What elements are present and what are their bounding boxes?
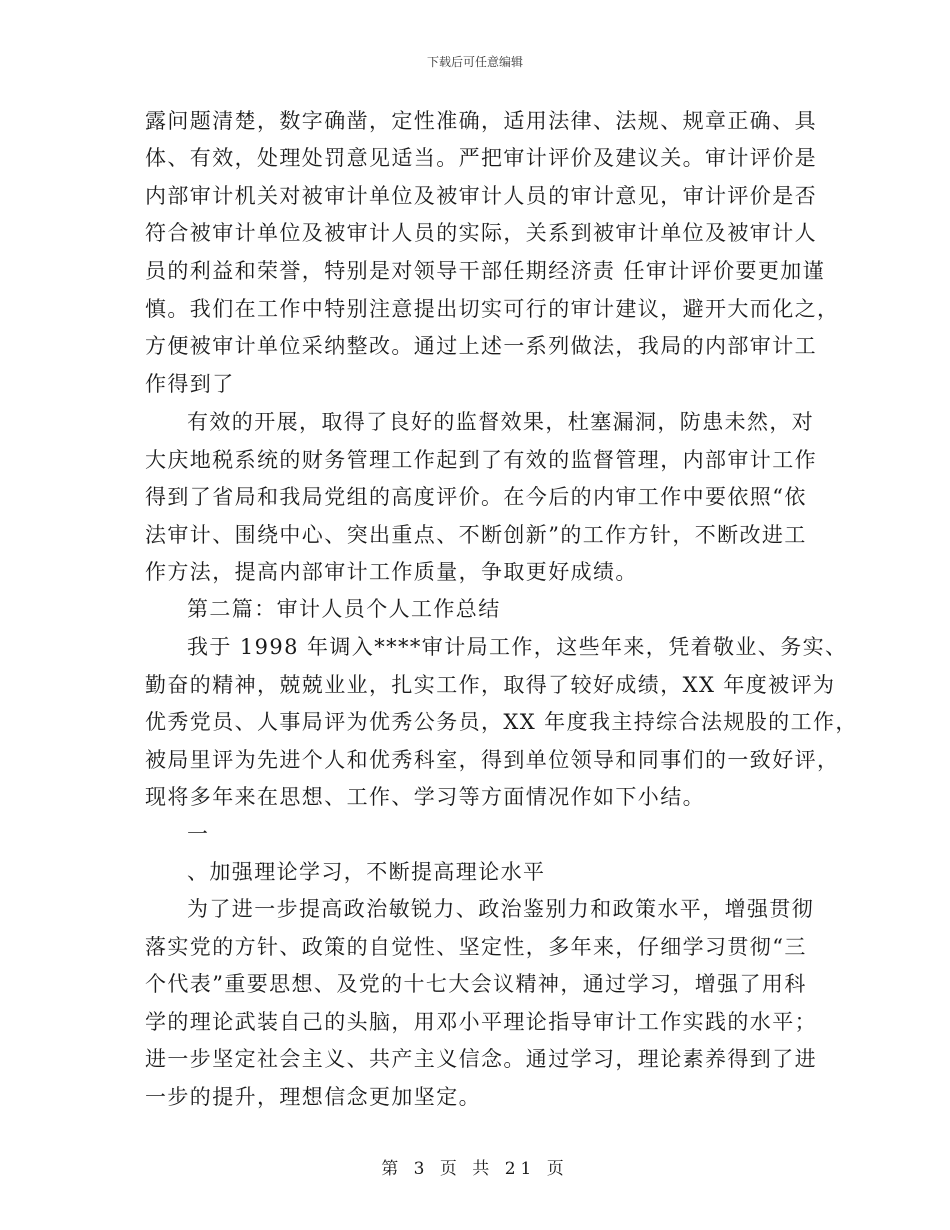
page-header: 下载后可任意编辑: [426, 55, 523, 69]
text-line: 个代表”重要思想、及党的十七大会议精神，通过学习，增强了用科: [145, 972, 807, 996]
text-line: 学的理论武装自己的头脑，用邓小平理论指导审计工作实践的水平；: [145, 1010, 817, 1034]
text-line: 露问题清楚，数字确凿，定性准确，适用法律、法规、规章正确、具: [145, 109, 817, 133]
paragraph-first-line: 有效的开展，取得了良好的监督效果，杜塞漏洞，防患未然，对: [187, 410, 815, 434]
text-line: 被局里评为先进个人和优秀科室，得到单位领导和同事们的一致好评，: [145, 748, 840, 772]
text-line: 员的利益和荣誉，特别是对领导干部任期经济责 任审计评价要更加谨: [145, 259, 826, 283]
text-line: 现将多年来在思想、工作、学习等方面情况作如下小结。: [145, 785, 705, 809]
text-line: 法审计、围绕中心、突出重点、不断创新”的工作方针，不断改进工: [145, 523, 807, 547]
text-line: 作得到了: [145, 372, 235, 396]
text-line: 作方法，提高内部审计工作质量，争取更好成绩。: [145, 560, 638, 584]
text-line: 一步的提升，理想信念更加坚定。: [145, 1085, 481, 1109]
paragraph-first-line: 我于 1998 年调入****审计局工作，这些年来，凭着敬业、务实、: [187, 635, 848, 659]
text-line: 得到了省局和我局党组的高度评价。在今后的内审工作中要依照“依: [145, 485, 807, 509]
text-line: 落实党的方针、政策的自觉性、坚定性，多年来，仔细学习贯彻“三: [145, 935, 807, 959]
text-line: 体、有效，处理处罚意见适当。严把审计评价及建议关。审计评价是: [145, 146, 817, 170]
list-number: 一: [187, 822, 210, 846]
text-line: 优秀党员、人事局评为优秀公务员，XX 年度我主持综合法规股的工作，: [145, 710, 858, 734]
page-footer: 第 3 页 共 21 页: [381, 1159, 569, 1179]
text-line: 慎。我们在工作中特别注意提出切实可行的审计建议，避开大而化之，: [145, 297, 840, 321]
paragraph-first-line: 为了进一步提高政治敏锐力、政治鉴别力和政策水平，增强贯彻: [187, 897, 815, 921]
subsection-heading: 、加强理论学习，不断提高理论水平: [187, 860, 546, 884]
text-line: 进一步坚定社会主义、共产主义信念。通过学习，理论素养得到了进: [145, 1047, 817, 1071]
text-line: 符合被审计单位及被审计人员的实际，关系到被审计单位及被审计人: [145, 221, 817, 245]
text-line: 勤奋的精神，兢兢业业，扎实工作，取得了较好成绩，XX 年度被评为: [145, 673, 836, 697]
text-line: 内部审计机关对被审计单位及被审计人员的审计意见，审计评价是否: [145, 184, 817, 208]
text-line: 方便被审计单位采纳整改。通过上述一系列做法，我局的内部审计工: [145, 334, 817, 358]
text-line: 大庆地税系统的财务管理工作起到了有效的监督管理，内部审计工作: [145, 448, 817, 472]
section-heading: 第二篇：审计人员个人工作总结: [187, 597, 501, 621]
